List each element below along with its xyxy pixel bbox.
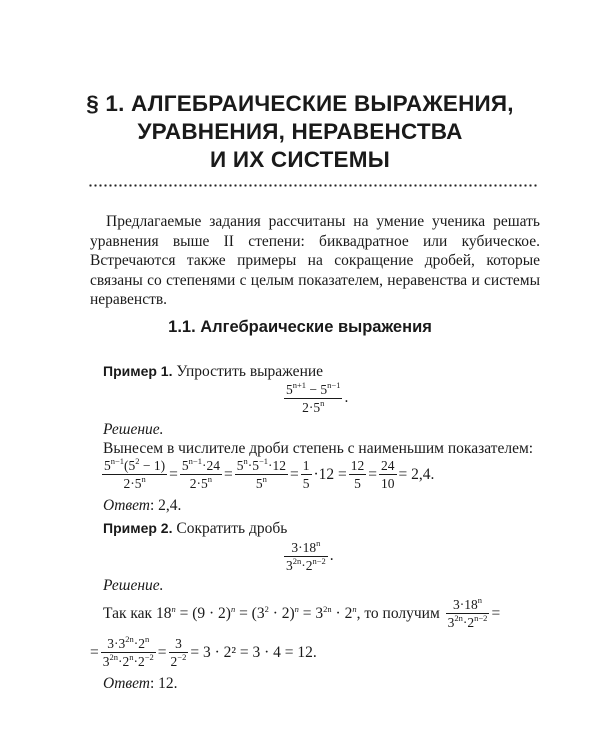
example-2-calculation: = $\frac{3\cdot 3^{2n}\cdot 2^n}{3^{2n}\cdot 2^n\cdot 2^{-2}}$ = $\frac{3}{2^{-2}}$ = 3 · 2² = 3 · 4 = 12.	[90, 634, 317, 669]
section-title-line-2: УРАВНЕНИЯ, НЕРАВЕНСТВА	[137, 119, 463, 144]
step-tail: , то получим	[356, 604, 440, 622]
example-1-expression: $\frac{5^{n+1} - 5^{n-1}}{2\cdot 5^n}$ .	[286, 380, 349, 415]
fraction: $\frac{3\cdot 3^{2n}\cdot 2^n}{3^{2n}\cdot 2^n\cdot 2^{-2}}$	[102, 634, 154, 669]
example-1-task	[103, 363, 323, 381]
fraction: $\frac{3\cdot 18^n}{3^{2n}\cdot 2^{n-2}}$	[447, 595, 488, 630]
fraction: $\frac{5^{n+1} - 5^{n-1}}{2\cdot 5^n}$	[286, 380, 341, 415]
example-1-solution-label: Решение.	[103, 421, 164, 438]
example-2-label: Пример 2.	[103, 520, 173, 536]
example-2-result: = 3 · 2² = 3 · 4 = 12.	[190, 643, 317, 661]
example-1-answer	[103, 497, 181, 515]
section-title-line-3: И ИХ СИСТЕМЫ	[210, 147, 390, 172]
subsection-title: 1.1. Алгебраические выражения	[168, 318, 432, 336]
example-1-step-text: Вынесем в числителе дроби степень с наименьшим показателем:	[103, 440, 534, 457]
step-lead: Так как 18	[103, 604, 172, 622]
example-2-answer	[103, 675, 178, 693]
fraction: $\frac{5^n\cdot 5^{-1}\cdot 12}{5^n}$	[236, 456, 286, 491]
fraction: $\frac{12}{5}$	[350, 458, 365, 491]
example-1-calculation: $\frac{5^{n-1}(5^2 - 1)}{2\cdot 5^n}$ = $\frac{5^{n-1}\cdot 24}{2\cdot 5^n}$ = $\frac{5^n\cdot 5^{-1}\cdot 12}{5^n}$ = $\frac{1}{5}$ ·12 = $\frac{12}{5}$ = $\frac{24}{10}$ = 2,4.	[104, 456, 435, 491]
dotted-separator	[88, 184, 538, 187]
section-title-line-1: § 1. АЛГЕБРАИЧЕСКИЕ ВЫРАЖЕНИЯ,	[86, 91, 514, 116]
intro-text: Предлагаемые задания рассчитаны на умение ученика решать уравнения выше II степени: биквадратное или кубическое. Встречаются также примеры на сокращение дробей, которые связаны со степенями с целым показателем, неравенства и системы неравенств.	[90, 213, 540, 308]
fraction: $\frac{5^{n-1}\cdot 24}{2\cdot 5^n}$	[181, 456, 220, 491]
example-2-task	[103, 520, 287, 538]
example-2-answer-value: : 12.	[149, 675, 178, 692]
example-2-solution-label: Решение.	[103, 577, 164, 594]
fraction: $\frac{24}{10}$	[381, 458, 395, 491]
example-1-label: Пример 1.	[103, 363, 173, 379]
example-1-task-text: Упростить выражение	[176, 363, 324, 380]
fraction: $\frac{5^{n-1}(5^2 - 1)}{2\cdot 5^n}$	[104, 456, 166, 491]
example-2-answer-label: Ответ	[103, 675, 150, 692]
section-title	[60, 90, 540, 174]
fraction: $\frac{3\cdot 18^n}{3^{2n}\cdot 2^{n-2}}$	[286, 538, 326, 573]
example-2-task-text: Сократить дробь	[176, 520, 288, 537]
example-2-expression: $\frac{3\cdot 18^n}{3^{2n}\cdot 2^{n-2}}$ .	[286, 538, 334, 573]
example-2-step: Так как $18^n = (9 \cdot 2)^n = (3^2 \cdot 2)^n = 3^{2n} \cdot 2^n$, то получим $\frac{3\cdot 18^n}{3^{2n}\cdot 2^{n-2}}$ =	[103, 595, 501, 630]
fraction: $\frac{3}{2^{-2}}$	[170, 636, 187, 669]
intro-paragraph	[90, 212, 540, 310]
example-1-answer-value: : 2,4.	[149, 497, 182, 514]
fraction: $\frac{1}{5}$	[302, 458, 310, 491]
example-1-answer-label: Ответ	[103, 497, 150, 514]
